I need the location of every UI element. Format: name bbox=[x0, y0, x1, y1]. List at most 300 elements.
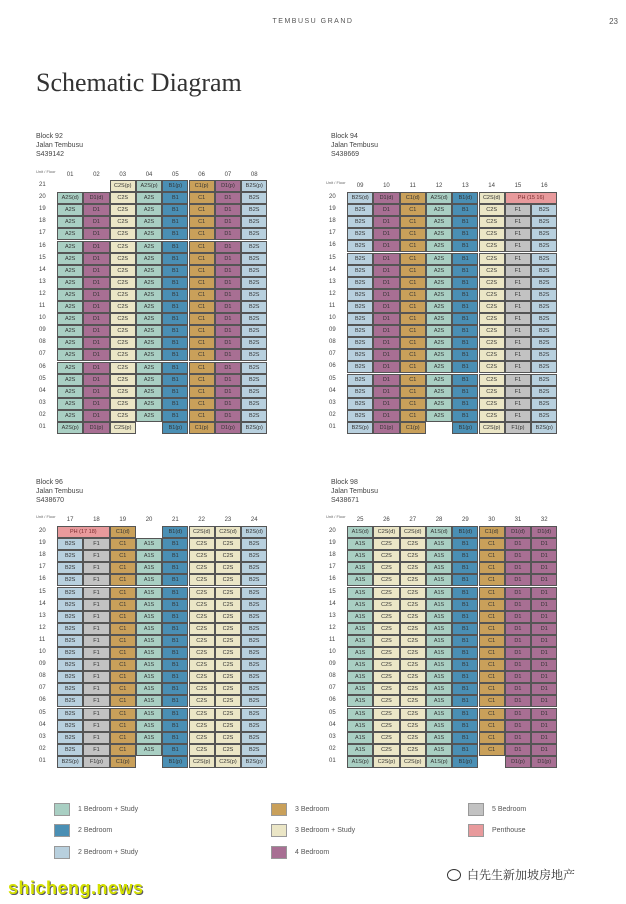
unit-cell: C2S(p) bbox=[189, 756, 215, 768]
unit-cell: C1 bbox=[479, 744, 505, 756]
unit-cell: B2S bbox=[531, 240, 557, 252]
legend-label: 5 Bedroom bbox=[492, 806, 527, 813]
unit-cell: D1 bbox=[83, 204, 109, 216]
unit-cell: D1 bbox=[373, 301, 399, 313]
unit-cell: D1 bbox=[531, 538, 557, 550]
unit-cell: C1 bbox=[189, 362, 215, 374]
unit-cell: C1 bbox=[110, 708, 136, 720]
unit-label: 25 bbox=[356, 517, 364, 523]
unit-cell: C2S bbox=[479, 410, 505, 422]
unit-cell: A2S(d) bbox=[426, 192, 452, 204]
unit-cell: B2S(p) bbox=[241, 756, 267, 768]
unit-cell: B2S bbox=[347, 313, 373, 325]
unit-label: 16 bbox=[540, 183, 548, 189]
unit-cell: B2S bbox=[241, 349, 267, 361]
unit-cell: B1 bbox=[452, 538, 478, 550]
unit-cell: A1S bbox=[347, 732, 373, 744]
unit-cell: F1 bbox=[505, 277, 531, 289]
unit-cell: B1 bbox=[162, 277, 188, 289]
unit-cell: C2S bbox=[189, 538, 215, 550]
unit-cell: A1S bbox=[426, 599, 452, 611]
unit-cell: C2S bbox=[110, 301, 136, 313]
unit-cell: C2S bbox=[400, 562, 426, 574]
unit-cell: C2S bbox=[189, 550, 215, 562]
unit-cell: B2S bbox=[57, 671, 83, 683]
unit-cell: D1(d) bbox=[505, 526, 531, 538]
unit-cell: B1 bbox=[162, 301, 188, 313]
unit-cell: A1S bbox=[426, 562, 452, 574]
unit-cell: B1(p) bbox=[452, 422, 478, 434]
unit-cell: D1 bbox=[215, 362, 241, 374]
unit-cell: B1(d) bbox=[162, 526, 188, 538]
unit-cell: D1 bbox=[505, 671, 531, 683]
unit-cell: B1 bbox=[452, 349, 478, 361]
unit-cell: C1 bbox=[479, 562, 505, 574]
unit-cell: F1 bbox=[505, 240, 531, 252]
unit-cell: D1(p) bbox=[215, 422, 241, 434]
unit-cell: B1 bbox=[452, 683, 478, 695]
unit-cell: B1 bbox=[162, 192, 188, 204]
unit-cell: B1 bbox=[162, 313, 188, 325]
unit-cell: D1 bbox=[531, 708, 557, 720]
unit-cell: C2S bbox=[479, 277, 505, 289]
unit-label: 07 bbox=[224, 172, 232, 178]
unit-cell: B1 bbox=[162, 228, 188, 240]
legend-label: 4 Bedroom bbox=[295, 849, 330, 856]
unit-cell: A1S bbox=[136, 611, 162, 623]
unit-cell: D1 bbox=[531, 574, 557, 586]
unit-cell: D1 bbox=[373, 410, 399, 422]
floor-label: 06 bbox=[39, 697, 46, 704]
unit-cell: F1 bbox=[505, 265, 531, 277]
unit-cell: A2S bbox=[426, 349, 452, 361]
unit-floor-label: Unit / Floor bbox=[326, 180, 346, 185]
unit-floor-label: Unit / Floor bbox=[326, 514, 346, 519]
unit-cell: D1 bbox=[215, 374, 241, 386]
unit-cell: B2S bbox=[347, 216, 373, 228]
unit-cell: A2S bbox=[426, 410, 452, 422]
floor-label: 11 bbox=[39, 636, 46, 643]
unit-cell: C2S bbox=[400, 671, 426, 683]
unit-cell: D1 bbox=[83, 410, 109, 422]
unit-cell: C1 bbox=[189, 277, 215, 289]
floor-label: 09 bbox=[39, 327, 46, 334]
unit-cell: B2S bbox=[57, 562, 83, 574]
unit-cell: A1S bbox=[347, 671, 373, 683]
unit-cell: B1 bbox=[452, 635, 478, 647]
unit-cell: D1 bbox=[83, 325, 109, 337]
unit-cell: C1 bbox=[400, 253, 426, 265]
unit-cell: A2S bbox=[136, 386, 162, 398]
unit-cell: B1 bbox=[162, 695, 188, 707]
unit-cell: A1S bbox=[347, 683, 373, 695]
unit-cell: D1 bbox=[531, 683, 557, 695]
unit-cell: D1 bbox=[83, 216, 109, 228]
floor-label: 18 bbox=[329, 218, 336, 225]
unit-cell: A2S bbox=[136, 241, 162, 253]
legend-item bbox=[54, 846, 138, 859]
unit-cell: C2S bbox=[110, 410, 136, 422]
unit-cell: A1S bbox=[136, 550, 162, 562]
unit-cell: C2S bbox=[479, 265, 505, 277]
unit-cell: A2S bbox=[57, 253, 83, 265]
unit-cell: B2S bbox=[241, 708, 267, 720]
unit-cell: B1 bbox=[452, 301, 478, 313]
unit-cell: C1 bbox=[479, 623, 505, 635]
unit-cell: A1S bbox=[136, 695, 162, 707]
unit-cell: C2S bbox=[400, 574, 426, 586]
unit-cell: F1 bbox=[505, 289, 531, 301]
unit-cell: B2S(d) bbox=[241, 526, 267, 538]
unit-cell: D1 bbox=[215, 301, 241, 313]
unit-cell: B1 bbox=[452, 659, 478, 671]
unit-cell: C2S bbox=[189, 732, 215, 744]
unit-cell: B2S(d) bbox=[347, 192, 373, 204]
unit-cell: D1 bbox=[83, 289, 109, 301]
unit-cell: B1 bbox=[452, 204, 478, 216]
unit-cell: D1 bbox=[373, 349, 399, 361]
legend-item bbox=[468, 824, 525, 837]
unit-cell: B2S bbox=[531, 313, 557, 325]
unit-cell: F1 bbox=[83, 695, 109, 707]
unit-cell: C2S bbox=[110, 398, 136, 410]
unit-cell: C2S(p) bbox=[110, 422, 136, 434]
unit-cell: C1 bbox=[400, 240, 426, 252]
unit-label: 24 bbox=[250, 517, 258, 523]
unit-cell: B2S bbox=[57, 732, 83, 744]
block-name: Block 92 bbox=[36, 133, 63, 140]
unit-cell: C2S bbox=[189, 695, 215, 707]
unit-cell: C2S bbox=[189, 562, 215, 574]
unit-cell: B2S bbox=[241, 671, 267, 683]
unit-cell: B2S bbox=[531, 277, 557, 289]
floor-label: 14 bbox=[329, 266, 336, 273]
unit-cell: C2S bbox=[215, 562, 241, 574]
unit-cell: C1 bbox=[110, 720, 136, 732]
floor-label: 03 bbox=[329, 399, 336, 406]
block-info bbox=[36, 478, 83, 505]
unit-cell: C2S(d) bbox=[373, 526, 399, 538]
unit-cell: C1 bbox=[479, 635, 505, 647]
unit-cell: A1S bbox=[347, 623, 373, 635]
unit-cell: C2S bbox=[189, 599, 215, 611]
unit-cell: C2S bbox=[215, 732, 241, 744]
unit-cell: F1 bbox=[83, 611, 109, 623]
unit-cell: A2S bbox=[136, 265, 162, 277]
unit-cell: D1 bbox=[373, 289, 399, 301]
unit-label: 22 bbox=[198, 517, 205, 523]
floor-label: 10 bbox=[329, 649, 336, 655]
unit-cell: A1S(p) bbox=[426, 756, 452, 768]
floor-label: 04 bbox=[329, 721, 336, 728]
unit-cell: C2S bbox=[373, 647, 399, 659]
unit-cell: B1 bbox=[452, 732, 478, 744]
unit-cell: D1 bbox=[505, 550, 531, 562]
unit-cell: B1 bbox=[162, 374, 188, 386]
unit-cell: B2S bbox=[347, 228, 373, 240]
unit-cell: B2S bbox=[241, 574, 267, 586]
unit-cell: A2S(d) bbox=[57, 192, 83, 204]
unit-cell: C1 bbox=[479, 720, 505, 732]
unit-cell: F1 bbox=[505, 301, 531, 313]
unit-cell: B1 bbox=[452, 647, 478, 659]
unit-cell: C2S bbox=[215, 695, 241, 707]
floor-label: 12 bbox=[329, 290, 336, 297]
unit-cell: A2S bbox=[136, 277, 162, 289]
unit-cell: C1 bbox=[110, 744, 136, 756]
unit-cell: A1S bbox=[426, 659, 452, 671]
floor-label: 08 bbox=[39, 339, 46, 346]
unit-cell: D1 bbox=[505, 635, 531, 647]
unit-cell: C2S bbox=[479, 313, 505, 325]
unit-cell: C1 bbox=[400, 216, 426, 228]
unit-label: 23 bbox=[224, 517, 232, 523]
unit-cell: F1 bbox=[83, 647, 109, 659]
floor-label: 03 bbox=[39, 733, 46, 740]
block-postal: S439142 bbox=[36, 151, 65, 158]
unit-cell: A1S bbox=[347, 599, 373, 611]
unit-cell: B1 bbox=[162, 398, 188, 410]
unit-cell: C1 bbox=[189, 410, 215, 422]
unit-cell: B1 bbox=[162, 349, 188, 361]
unit-cell: B2S bbox=[57, 550, 83, 562]
unit-cell: C2S(p) bbox=[215, 756, 241, 768]
unit-cell: C1 bbox=[479, 695, 505, 707]
unit-cell: B2S bbox=[241, 647, 267, 659]
watermark-right-text: 白先生新加坡房地产 bbox=[467, 868, 576, 882]
unit-cell: A2S bbox=[57, 289, 83, 301]
floor-label: 20 bbox=[329, 194, 336, 200]
legend-swatch bbox=[54, 803, 70, 816]
unit-cell: B2S bbox=[241, 337, 267, 349]
unit-cell: F1 bbox=[505, 349, 531, 361]
unit-label: 27 bbox=[409, 517, 417, 523]
unit-cell: A1S bbox=[136, 708, 162, 720]
unit-cell: A1S bbox=[347, 538, 373, 550]
unit-cell: C2S bbox=[110, 289, 136, 301]
unit-cell: C1 bbox=[189, 253, 215, 265]
unit-cell: B1 bbox=[452, 708, 478, 720]
unit-cell: C1 bbox=[479, 574, 505, 586]
unit-cell: C2S bbox=[110, 228, 136, 240]
unit-cell: C2S bbox=[215, 538, 241, 550]
block-postal: S438671 bbox=[331, 497, 360, 504]
unit-cell: B1 bbox=[452, 695, 478, 707]
unit-cell: B1 bbox=[452, 325, 478, 337]
unit-cell: C1 bbox=[189, 216, 215, 228]
unit-cell: A2S bbox=[57, 362, 83, 374]
unit-cell: C2S bbox=[400, 744, 426, 756]
unit-cell: D1 bbox=[531, 635, 557, 647]
unit-cell: B1 bbox=[452, 289, 478, 301]
unit-cell: C2S bbox=[110, 192, 136, 204]
unit-cell: A2S bbox=[57, 337, 83, 349]
unit-cell: A1S bbox=[136, 732, 162, 744]
floor-label: 19 bbox=[329, 206, 336, 213]
unit-cell: A2S bbox=[57, 313, 83, 325]
floor-label: 10 bbox=[39, 649, 46, 655]
unit-cell: C1 bbox=[400, 313, 426, 325]
unit-cell: B1 bbox=[452, 386, 478, 398]
unit-cell: B2S bbox=[241, 744, 267, 756]
unit-cell: B2S bbox=[57, 587, 83, 599]
legend-item bbox=[468, 803, 526, 816]
unit-cell: C1 bbox=[189, 325, 215, 337]
unit-cell: B2S(p) bbox=[347, 422, 373, 434]
unit-cell: A2S bbox=[426, 374, 452, 386]
legend-label: 3 Bedroom + Study bbox=[295, 827, 356, 834]
unit-cell: F1 bbox=[83, 732, 109, 744]
unit-cell: D1 bbox=[531, 562, 557, 574]
unit-cell: B1 bbox=[452, 398, 478, 410]
unit-cell: C1 bbox=[400, 325, 426, 337]
unit-cell: C2S bbox=[110, 362, 136, 374]
unit-cell: B1 bbox=[452, 313, 478, 325]
unit-cell: C1 bbox=[479, 538, 505, 550]
unit-label: 06 bbox=[198, 172, 205, 178]
block-street: Jalan Tembusu bbox=[36, 488, 83, 495]
unit-cell: B2S(p) bbox=[57, 756, 83, 768]
unit-cell: PH (17 18) bbox=[57, 526, 110, 538]
unit-cell: B2S bbox=[241, 374, 267, 386]
floor-label: 16 bbox=[39, 242, 46, 249]
unit-cell: D1 bbox=[505, 562, 531, 574]
unit-cell: F1 bbox=[83, 538, 109, 550]
unit-cell: B1 bbox=[162, 708, 188, 720]
unit-cell: C2S(d) bbox=[189, 526, 215, 538]
unit-cell: D1(d) bbox=[373, 192, 399, 204]
legend-label: 2 Bedroom + Study bbox=[78, 849, 139, 856]
unit-cell: B2S bbox=[57, 574, 83, 586]
unit-label: 29 bbox=[461, 517, 469, 523]
floor-label: 15 bbox=[329, 588, 336, 595]
unit-cell: C2S bbox=[215, 708, 241, 720]
unit-cell: A1S bbox=[136, 623, 162, 635]
unit-cell: A2S bbox=[136, 362, 162, 374]
unit-cell: C2S bbox=[189, 659, 215, 671]
unit-cell: B2S bbox=[531, 228, 557, 240]
unit-cell: B1(p) bbox=[162, 756, 188, 768]
unit-cell: A2S bbox=[136, 337, 162, 349]
unit-cell: B2S bbox=[347, 337, 373, 349]
unit-cell: B2S bbox=[241, 362, 267, 374]
unit-cell: D1(p) bbox=[83, 422, 109, 434]
unit-cell: C2S bbox=[373, 732, 399, 744]
unit-cell: D1 bbox=[215, 265, 241, 277]
unit-cell: B2S bbox=[531, 289, 557, 301]
unit-cell: F1 bbox=[505, 325, 531, 337]
unit-cell: C2S bbox=[215, 574, 241, 586]
unit-label: 14 bbox=[488, 183, 495, 189]
unit-cell: D1 bbox=[531, 671, 557, 683]
unit-cell: D1 bbox=[83, 386, 109, 398]
unit-cell: B1(p) bbox=[452, 756, 478, 768]
unit-cell: C2S bbox=[215, 647, 241, 659]
unit-cell: C2S bbox=[479, 289, 505, 301]
unit-cell: F1 bbox=[505, 361, 531, 373]
watermark-left: shicheng.news bbox=[8, 878, 144, 898]
unit-cell: B2S bbox=[241, 216, 267, 228]
unit-cell: C2S bbox=[373, 550, 399, 562]
unit-cell: B1 bbox=[162, 623, 188, 635]
block-name: Block 96 bbox=[36, 479, 63, 486]
unit-cell: C1 bbox=[479, 587, 505, 599]
unit-cell: C2S bbox=[373, 683, 399, 695]
unit-cell: B1 bbox=[162, 744, 188, 756]
legend-item bbox=[271, 824, 355, 837]
unit-cell: A1S bbox=[136, 659, 162, 671]
unit-cell: B1 bbox=[452, 611, 478, 623]
block-info bbox=[331, 478, 378, 505]
unit-cell: C1 bbox=[479, 599, 505, 611]
unit-cell: F1 bbox=[83, 659, 109, 671]
unit-cell: B2S bbox=[531, 216, 557, 228]
unit-cell: D1 bbox=[83, 374, 109, 386]
unit-cell: F1 bbox=[505, 204, 531, 216]
unit-cell: A1S bbox=[347, 720, 373, 732]
unit-cell: B1 bbox=[162, 204, 188, 216]
unit-cell: C1 bbox=[110, 635, 136, 647]
unit-cell: D1 bbox=[215, 289, 241, 301]
unit-label: 17 bbox=[66, 517, 74, 523]
unit-floor-label: Unit / Floor bbox=[36, 514, 56, 519]
legend-item bbox=[271, 846, 329, 859]
unit-cell: C2S bbox=[189, 744, 215, 756]
unit-cell: C2S bbox=[110, 349, 136, 361]
unit-cell: D1 bbox=[373, 265, 399, 277]
unit-cell: B2S bbox=[241, 325, 267, 337]
floor-label: 13 bbox=[39, 278, 46, 285]
unit-cell: B1 bbox=[162, 337, 188, 349]
unit-cell: B1 bbox=[162, 362, 188, 374]
unit-label: 26 bbox=[383, 517, 390, 523]
unit-cell: B2S bbox=[57, 683, 83, 695]
unit-cell: C2S bbox=[479, 253, 505, 265]
unit-cell: A2S bbox=[136, 192, 162, 204]
unit-cell: D1 bbox=[505, 732, 531, 744]
unit-cell: D1 bbox=[215, 337, 241, 349]
unit-cell: A1S bbox=[426, 744, 452, 756]
unit-floor-label: Unit / Floor bbox=[36, 169, 56, 174]
unit-cell: C2S bbox=[400, 659, 426, 671]
unit-cell: B2S bbox=[241, 683, 267, 695]
unit-cell: D1 bbox=[531, 587, 557, 599]
unit-cell: D1(p) bbox=[215, 180, 241, 192]
unit-cell: F1 bbox=[83, 550, 109, 562]
legend-label: Penthouse bbox=[492, 827, 526, 834]
unit-cell: F1 bbox=[83, 744, 109, 756]
unit-cell: A1S bbox=[136, 647, 162, 659]
unit-cell: B1(p) bbox=[162, 422, 188, 434]
block-name: Block 98 bbox=[331, 479, 358, 486]
unit-cell: B1 bbox=[162, 265, 188, 277]
unit-cell: C1 bbox=[110, 647, 136, 659]
unit-cell: A1S bbox=[136, 720, 162, 732]
unit-cell: A1S bbox=[136, 683, 162, 695]
block-street: Jalan Tembusu bbox=[331, 488, 378, 495]
unit-cell: B2S bbox=[531, 325, 557, 337]
unit-cell: C2S bbox=[215, 744, 241, 756]
unit-cell: C1 bbox=[189, 349, 215, 361]
unit-cell: B1 bbox=[162, 671, 188, 683]
unit-cell: F1 bbox=[505, 410, 531, 422]
unit-cell: D1 bbox=[215, 410, 241, 422]
unit-cell: D1 bbox=[83, 301, 109, 313]
unit-cell: C2S bbox=[110, 204, 136, 216]
unit-cell: A1S bbox=[347, 550, 373, 562]
unit-cell: A2S bbox=[57, 301, 83, 313]
unit-cell: B1 bbox=[162, 241, 188, 253]
